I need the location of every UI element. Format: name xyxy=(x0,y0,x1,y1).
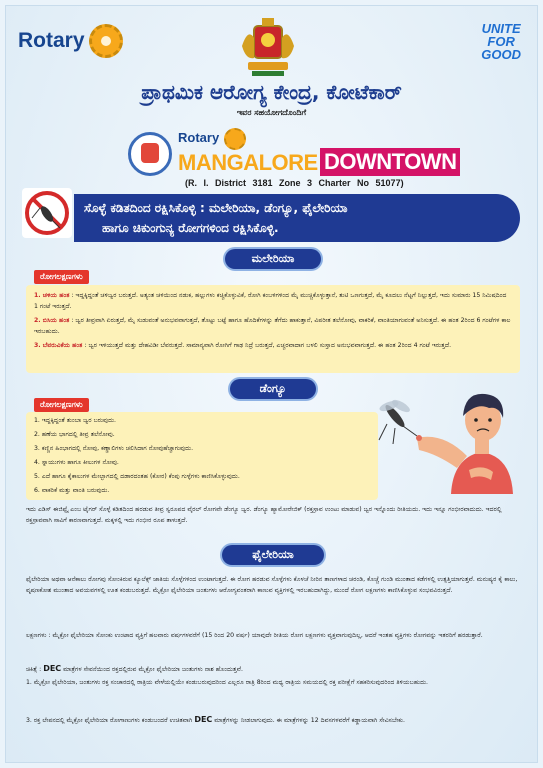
stage-text: : ಜ್ವರ ತೀವ್ರವಾಗಿ ಏರುತ್ತದೆ, ಮೈ ಸುಡುವಂತೆ ಅನುಭವವಾಗುತ್ತದೆ, ತೊಟ್ಟು ಬಟ್ಟೆ ಹಾಗೂ ಹೊದಿಕೆಗಳನ್ನು ತೆಗೆದು ಹಾಕುತ್ತಾನೆ, ವಿಪರೀತ ತಲೆನೋವು, ವಾಕರಿಕೆ, ವಾಂತಿಯಾಗುವಂತೆ ಅನಿಸುತ್ತದೆ. ಈ ಹಂತ 2ರಿಂದ 6 ಗಂಟೆಗಳ ಕಾಲ ಇರಬಹುದು. xyxy=(34,317,511,335)
stage-label: 3. ಬೆವರುವಿಕೆಯ ಹಂತ xyxy=(34,342,83,349)
unite-for-good-logo xyxy=(481,22,521,61)
club-seal-icon xyxy=(128,132,172,176)
dengue-symptom: 6. ವಾಕರಿಕೆ ಮತ್ತು ವಾಂತಿ ಬರುವುದು. xyxy=(34,487,110,494)
good-text: GOOD xyxy=(481,47,521,62)
rotary-gear-icon xyxy=(89,24,123,58)
dec-text: DEC xyxy=(43,664,62,673)
malaria-stage-hot xyxy=(34,315,512,337)
karnataka-emblem-icon xyxy=(238,16,298,78)
page-subtitle: ಇವರ ಸಹಯೋಗದೊಂದಿಗೆ xyxy=(236,108,307,117)
stage-text: : ಜ್ವರ ಇಳಿಯುತ್ತದೆ ಮತ್ತು ದೇಹವಿಡೀ ಬೆವರುತ್ತದೆ. ಸಾಮಾನ್ಯವಾಗಿ ರೋಗಿಗೆ ಗಾಢ ನಿದ್ರೆ ಬರುತ್ತದೆ, ಎಚ್ಚರವಾದಾಗ ಬಳಲಿ ಸುಸ್ತಾದ ಅನುಭವವಾಗುತ್ತದೆ. ಈ ಹಂತ 2ರಿಂದ 4 ಗಂಟೆ ಇರುತ್ತದೆ. xyxy=(84,342,452,349)
dengue-symptom: 4. ಸ್ನಾಯುಗಳು ಹಾಗೂ ಕೀಲುಗಳ ನೋವು. xyxy=(34,459,119,466)
filaria-point-3 xyxy=(26,714,520,726)
malaria-symptoms-label: ರೋಗಲಕ್ಷಣಗಳು xyxy=(34,270,89,284)
point3-text-a: 3. ರಕ್ತ ಲೇಪನದಲ್ಲಿ ಮೈಕ್ರೋ ಫೈಲೇರಿಯಾ ರೋಗಾಣುಗಳು ಕಂಡುಬಂದರೆ ಉಚಿತವಾಗಿ xyxy=(26,717,195,724)
filaria-treatment xyxy=(26,663,520,675)
dengue-description: ಇದು ಎಡಿಸ್ ಈಜಿಪ್ಟೈ ಎಂಬ ಟೈಗರ್ ಸೊಳ್ಳೆ ಕಡಿತದಿಂದ ಹರಡುವ ತೀವ್ರ ಸ್ವರೂಪದ ವೈರಲ್ ರೋಗವೇ ಡೆಂಗ್ಯೂ ಜ್ವರ. ಡೆಂಗ್ಯೂ ಹ್ಯಾಮೋರೇಜಿಕ್ (ರಕ್ತಸ್ರಾವ ಉಂಟು ಮಾಡುವ) ಜ್ವರ ಇನ್ನೊಂದು ರೀತಿಯದು. ಇದು ಇನ್ನೂ ಗಂಭೀರವಾದುದು. ಇದರಲ್ಲಿ ರಕ್ತಸ್ರಾವವಾಗಿ ಸಾವಿಗೆ ಕಾರಣವಾಗುತ್ತದೆ. ಮಕ್ಕಳಲ್ಲಿ ಇದು ಗಂಭೀರ ರೂಪ ತಾಳುತ್ತದೆ. xyxy=(26,506,502,524)
stage-text: : ಇದ್ದಕ್ಕಿದ್ದಂತೆ ಚಳಿಜ್ವರ ಬರುತ್ತದೆ. ಅತ್ಯಂತ ಚಳಿಯಿಂದ ನಡುಕ, ಹಲ್ಲುಗಳು ಕಚ್ಚಿಕೊಳ್ಳುವಿಕೆ, ರೋಗಿ ಕಂಬಳಿಗಳಿಂದ ಮೈ ಮುಚ್ಚಿಕೊಳ್ಳುತ್ತಾನೆ, ತುಟಿ ಒಣಗುತ್ತದೆ, ಮೈ ಕೂದಲು ನೆಟ್ಟಗೆ ನಿಲ್ಲುತ್ತದೆ, ಇದು ಸುಮಾರು 15 ನಿಮಿಷದಿಂದ 1 ಗಂಟೆ ಇರುತ್ತದೆ. xyxy=(34,292,507,310)
dengue-symptoms-label: ರೋಗಲಕ್ಷಣಗಳು xyxy=(34,398,89,412)
district-info: (R. I. District 3181 Zone 3 Charter No 51077) xyxy=(185,178,404,188)
stage-label: 2. ಬಿಸಿಯ ಹಂತ xyxy=(34,317,70,324)
banner-line-2: ಹಾಗೂ ಚಿಕುಂಗುನ್ಯ ರೋಗಗಳಿಂದ ರಕ್ಷಿಸಿಕೊಳ್ಳಿ. xyxy=(102,221,279,235)
club-name-mangalore: MANGALORE xyxy=(178,150,318,175)
dengue-symptom: 2. ಹಣೆಯ ಭಾಗದಲ್ಲಿ ತೀವ್ರ ತಲೆನೋವು. xyxy=(34,431,115,438)
filaria-heading: ಫೈಲೇರಿಯಾ xyxy=(222,545,324,565)
point3-text-b: ಮಾತ್ರೆಗಳನ್ನು ನೀಡಲಾಗುವುದು. ಈ ಮಾತ್ರೆಗಳನ್ನು 12 ದಿವಸಗಳವರೆಗೆ ಕಡ್ಡಾಯವಾಗಿ ಸೇವಿಸಬೇಕು. xyxy=(212,717,405,724)
rotary-logo xyxy=(18,24,123,58)
page-title: ಪ್ರಾಥಮಿಕ ಆರೋಗ್ಯ ಕೇಂದ್ರ, ಕೋಟೆಕಾರ್ xyxy=(141,80,402,104)
dec-text: DEC xyxy=(194,715,213,724)
club-gear-icon xyxy=(224,128,246,150)
malaria-stage-chill xyxy=(34,290,512,312)
malaria-symptoms-box xyxy=(26,285,520,373)
malaria-heading: ಮಲೇರಿಯಾ xyxy=(225,249,321,269)
filaria-symptoms: ಲಕ್ಷಣಗಳು : ಮೈಕ್ರೋ ಫೈಲೇರಿಯಾ ಸೋಂಕು ಉಂಟಾದ ವ್ಯಕ್ತಿಗೆ ಹಲವಾರು ವರ್ಷಗಳವರೆಗೆ (15 ರಿಂದ 20 ವರ್ಷ) ಯಾವುದೇ ರೀತಿಯ ರೋಗ ಲಕ್ಷಣಗಳು ವ್ಯಕ್ತವಾಗುವುದಿಲ್ಲ, ಆದರೆ ಇಂತಹ ವ್ಯಕ್ತಿಗಳು ರೋಗವನ್ನು ಇತರರಿಗೆ ಹರಡುತ್ತಾರೆ. xyxy=(26,632,483,639)
treatment-prefix: ಚಿಕಿತ್ಸೆ : xyxy=(26,666,44,673)
main-banner xyxy=(74,194,520,242)
dengue-symptoms-box xyxy=(26,412,378,500)
dengue-heading: ಡೆಂಗ್ಯೂ xyxy=(230,379,316,399)
stage-label: 1. ಚಳಿಯ ಹಂತ xyxy=(34,292,70,299)
for-text: FOR xyxy=(487,34,515,49)
filaria-description: ಫೈಲೇರಿಯಾ ಅಥವಾ ಆನೆಕಾಲು ರೋಗವು ಸೋಂಕಿರುವ ಕ್ಯೂಲೆಕ್ಸ್ ಜಾತಿಯ ಸೊಳ್ಳೆಗಳಿಂದ ಉಂಟಾಗುತ್ತದೆ. ಈ ರೋಗ ಹರಡುವ ಸೊಳ್ಳೆಗಳು ಕೊಳಚೆ ನೀರಿನ ತಾಣಗಳಾದ ಚರಂಡಿ, ಕೊಚ್ಚೆ ಗುಂಡಿ ಮುಂತಾದ ಕಡೆಗಳಲ್ಲಿ ಉತ್ಪತ್ತಿಯಾಗುತ್ತವೆ. ಮನುಷ್ಯರ ಕೈ ಕಾಲು, ವೃಷಣಕೋಶ ಮುಂತಾದ ಅವಯವಗಳಲ್ಲಿ ಊತ ಕಂಡುಬರುತ್ತದೆ. ಮೈಕ್ರೋ ಫೈಲೇರಿಯಾ ಜಂತುಗಳು ಆರೋಗ್ಯವಂತರಾಗಿ ಕಾಣುವ ವ್ಯಕ್ತಿಗಳಲ್ಲಿ ಇರಬಹುದಾಗಿದ್ದು, ಮುಂದೆ ರೋಗ ಲಕ್ಷಣಗಳು ಕಾಣಿಸಿಕೊಳ್ಳುವ ಸಂಭವವಿರುತ್ತದೆ. xyxy=(26,576,518,594)
no-mosquito-icon xyxy=(22,188,72,238)
filaria-point-1: 1. ಮೈಕ್ರೋ ಫೈಲೇರಿಯಾ, ಜಂತುಗಳು ರಕ್ತ ಸಂಚಾರದಲ್ಲಿ ರಾತ್ರಿಯ ವೇಳೆಯಲ್ಲಿಯೇ ಕಂಡುಬರುವುದರಿಂದ ಎಲ್ಲರೂ ರಾತ್ರಿ 8ರಿಂದ ಮಧ್ಯ ರಾತ್ರಿಯ ಸಮಯದಲ್ಲಿ ರಕ್ತ ಪರೀಕ್ಷೆಗೆ ಸಹಕರಿಸುವುದರಿಂದ ತಿಳಿಯಬಹುದು. xyxy=(26,679,429,686)
dengue-symptom: 3. ಕಣ್ಣಿನ ಹಿಂಭಾಗದಲ್ಲಿ ನೋವು, ಕಣ್ಣಾಲಿಗಳು ಚಲಿಸಿದಾಗ ನೋವುಹೆಚ್ಚಾಗುವುದು. xyxy=(34,445,194,452)
dengue-symptom: 1. ಇದ್ದಕ್ಕಿದ್ದಂತೆ ತುಂಬಾ ಜ್ವರ ಬರುವುದು. xyxy=(34,417,117,424)
mosquito-bite-illustration xyxy=(373,376,521,494)
banner-line-1: ಸೊಳ್ಳೆ ಕಡಿತದಿಂದ ರಕ್ಷಿಸಿಕೊಳ್ಳಿ : ಮಲೇರಿಯಾ, ಡೆಂಗ್ಯೂ, ಫೈಲೇರಿಯಾ xyxy=(84,201,348,215)
treatment-text: ಮಾತ್ರೆಗಳ ಸೇವನೆಯಿಂದ ರಕ್ತದಲ್ಲಿರುವ ಮೈಕ್ರೋ ಫೈಲೇರಿಯಾ ಜಂತುಗಳು ನಾಶ ಹೊಂದುತ್ತವೆ. xyxy=(61,666,243,673)
malaria-stage-sweat xyxy=(34,340,512,351)
club-logo xyxy=(128,128,457,178)
club-name-downtown: DOWNTOWN xyxy=(320,148,460,176)
rotary-wordmark: Rotary xyxy=(18,29,85,52)
unite-text: UNITE xyxy=(481,21,521,36)
club-rotary-text: Rotary xyxy=(178,130,220,145)
dengue-symptom: 5. ಎದೆ ಹಾಗೂ ಕೈಕಾಲುಗಳ ಮೇಲ್ಭಾಗದಲ್ಲಿ ದಡಾರದಂತಹ (ಕೋರ) ಕೆಂಪು ಗುಳ್ಳೆಗಳು ಕಾಣಿಸಿಕೊಳ್ಳುವುದು. xyxy=(34,473,240,480)
